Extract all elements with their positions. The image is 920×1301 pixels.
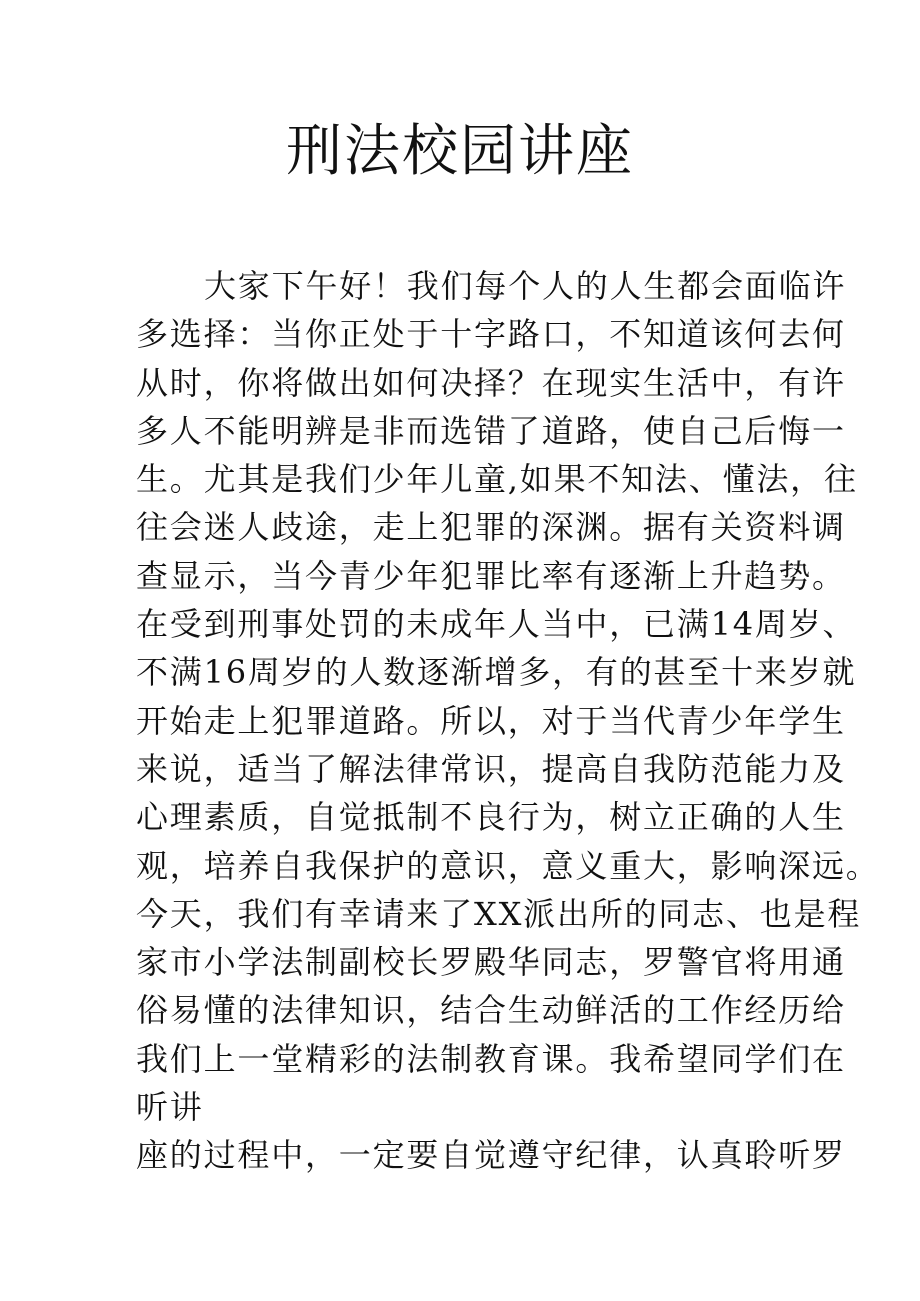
body-line: 观，培养自我保护的意识，意义重大，影响深远。 <box>136 846 880 885</box>
body-line: 往会迷人歧途，走上犯罪的深渊。据有关资料调 <box>136 508 846 547</box>
body-text <box>136 262 880 1180</box>
body-line: 来说，适当了解法律常识，提高自我防范能力及 <box>136 749 846 788</box>
body-line: 听讲 <box>136 1088 204 1127</box>
body-line: 家市小学法制副校长罗殿华同志，罗警官将用通 <box>136 943 846 982</box>
body-line: 多选择：当你正处于十字路口，不知道该何去何 <box>136 315 846 354</box>
body-line: 在受到刑事处罚的未成年人当中，已满14周岁、 <box>136 605 857 644</box>
document-title: 刑法校园讲座 <box>286 119 634 184</box>
body-line: 我们上一堂精彩的法制教育课。我希望同学们在 <box>136 1039 846 1078</box>
body-line: 大家下午好！我们每个人的人生都会面临许 <box>204 267 847 305</box>
body-line: 心理素质，自觉抵制不良行为，树立正确的人生 <box>136 798 846 837</box>
body-line: 查显示，当今青少年犯罪比率有逐渐上升趋势。 <box>136 556 846 595</box>
body-line: 不满16周岁的人数逐渐增多，有的甚至十来岁就 <box>136 653 857 692</box>
body-line: 俗易懂的法律知识，结合生动鲜活的工作经历给 <box>136 991 846 1030</box>
body-line: 多人不能明辨是非而选错了道路，使自己后悔一 <box>136 411 846 450</box>
body-line: 今天，我们有幸请来了XX派出所的同志、也是程 <box>136 894 862 933</box>
body-line: 座的过程中，一定要自觉遵守纪律，认真聆听罗 <box>136 1136 846 1175</box>
body-line: 从时，你将做出如何决择？在现实生活中，有许 <box>136 363 846 402</box>
body-line: 生。尤其是我们少年儿童,如果不知法、懂法，往 <box>136 460 858 499</box>
body-line: 开始走上犯罪道路。所以，对于当代青少年学生 <box>136 701 846 740</box>
